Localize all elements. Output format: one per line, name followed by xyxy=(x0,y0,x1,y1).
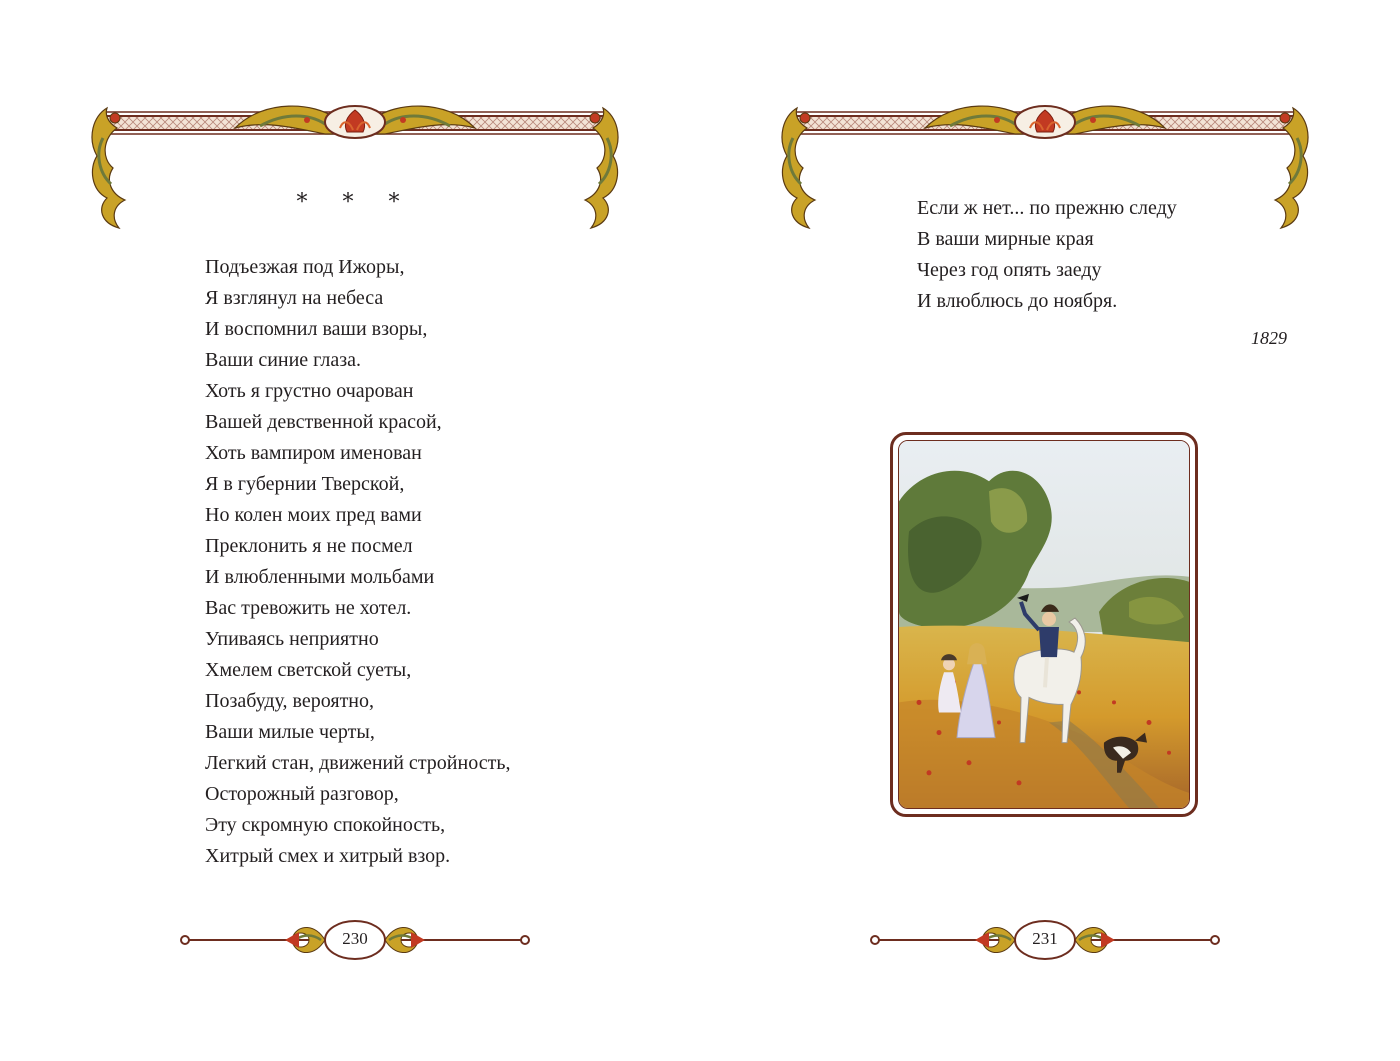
poem-line: Преклонить я не посмел xyxy=(205,535,413,557)
poem-line: В ваши мирные края xyxy=(917,228,1094,250)
poem-line: Осторожный разговор, xyxy=(205,783,399,805)
poem-line: И воспомнил ваши взоры, xyxy=(205,318,428,340)
section-separator: * * * xyxy=(296,190,414,215)
poem-text xyxy=(205,252,510,872)
poem-line: Хоть вампиром именован xyxy=(205,442,422,464)
poem-line: Вас тревожить не хотел. xyxy=(205,597,412,619)
poem-line: Подъезжая под Ижоры, xyxy=(205,256,405,278)
painting-illustration xyxy=(899,441,1189,808)
right-page xyxy=(700,0,1400,1061)
poem-line: Упиваясь неприятно xyxy=(205,628,379,650)
page-number: 230 xyxy=(342,929,368,948)
page-footer xyxy=(865,910,1225,970)
illustration-frame xyxy=(890,432,1198,817)
poem-year: 1829 xyxy=(1251,328,1287,348)
poem-line: Хмелем светской суеты, xyxy=(205,659,412,681)
poem-line: Я в губернии Тверской, xyxy=(205,473,405,495)
poem-line: Хоть я грустно очарован xyxy=(205,380,414,402)
page-footer xyxy=(175,910,535,970)
poem-line: Я взглянул на небеса xyxy=(205,287,384,309)
poem-line: Через год опять заеду xyxy=(917,259,1102,281)
poem-line: Но колен моих пред вами xyxy=(205,504,422,526)
poem-line: Эту скромную спокойность, xyxy=(205,814,446,836)
poem-line: Легкий стан, движений стройность, xyxy=(205,752,511,774)
poem-line: Хитрый смех и хитрый взор. xyxy=(205,845,451,867)
poem-line: Если ж нет... по прежню следу xyxy=(917,197,1177,219)
poem-line: И влюблюсь до ноября. xyxy=(917,290,1118,312)
page-number: 231 xyxy=(1032,929,1058,948)
poem-text xyxy=(917,193,1177,317)
poem-line: Позабуду, вероятно, xyxy=(205,690,375,712)
poem-line: Ваши синие глаза. xyxy=(205,349,362,371)
poem-line: Вашей девственной красой, xyxy=(205,411,442,433)
poem-line: И влюбленными мольбами xyxy=(205,566,435,588)
poem-line: Ваши милые черты, xyxy=(205,721,375,743)
